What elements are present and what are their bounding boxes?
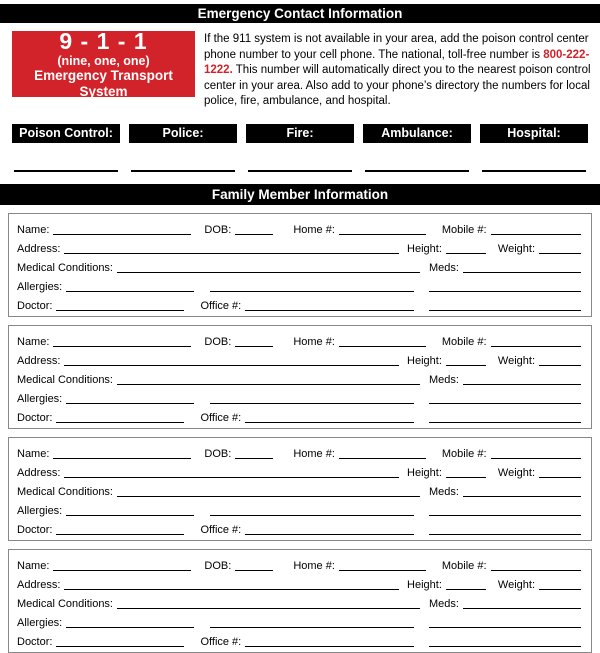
meds-fill-line-2[interactable] <box>429 403 581 404</box>
allergies-row <box>17 275 581 294</box>
medical-conditions-fill-line[interactable] <box>117 608 420 609</box>
intro-section <box>0 23 600 110</box>
meds-fill-line-3[interactable] <box>429 310 581 311</box>
dob-label: DOB: <box>204 335 232 348</box>
doctor-row <box>17 294 581 313</box>
name-fill-line[interactable] <box>53 346 191 347</box>
family-member-card <box>8 213 592 317</box>
home-phone-label: Home #: <box>293 559 335 572</box>
address-label: Address: <box>17 578 61 591</box>
meds-fill-line[interactable] <box>463 608 581 609</box>
dob-fill-line[interactable] <box>235 458 273 459</box>
meds-fill-line[interactable] <box>463 272 581 273</box>
doctor-label: Doctor: <box>17 411 53 424</box>
home-phone-fill-line[interactable] <box>339 234 426 235</box>
fire-label: Fire: <box>246 124 354 143</box>
doctor-fill-line[interactable] <box>56 310 184 311</box>
meds-column <box>429 422 581 425</box>
allergies-fill-line-2[interactable] <box>210 403 414 404</box>
name-row <box>17 330 581 349</box>
medical-conditions-fill-line[interactable] <box>117 272 420 273</box>
meds-column <box>429 646 581 649</box>
home-phone-label: Home #: <box>293 335 335 348</box>
medical-conditions-label: Medical Conditions: <box>17 373 113 386</box>
height-fill-line[interactable] <box>446 589 486 590</box>
doctor-label: Doctor: <box>17 299 53 312</box>
doctor-row <box>17 406 581 425</box>
address-fill-line[interactable] <box>64 589 399 590</box>
family-member-title: Family Member Information <box>211 186 389 202</box>
weight-label: Weight: <box>497 354 535 367</box>
weight-label: Weight: <box>497 578 535 591</box>
meds-column <box>429 515 581 518</box>
name-label: Name: <box>17 335 50 348</box>
meds-label: Meds: <box>429 597 459 610</box>
family-member-card <box>8 437 592 541</box>
allergies-row <box>17 499 581 518</box>
meds-fill-line-2[interactable] <box>429 515 581 516</box>
meds-column <box>429 627 581 630</box>
address-label: Address: <box>17 466 61 479</box>
medical-conditions-label: Medical Conditions: <box>17 485 113 498</box>
name-label: Name: <box>17 447 50 460</box>
mobile-phone-label: Mobile #: <box>441 223 487 236</box>
emergency-contact-title: Emergency Contact Information <box>197 6 403 21</box>
mobile-phone-fill-line[interactable] <box>491 346 581 347</box>
doctor-label: Doctor: <box>17 523 53 536</box>
mobile-phone-label: Mobile #: <box>441 559 487 572</box>
meds-fill-line-2[interactable] <box>429 291 581 292</box>
dob-label: DOB: <box>204 223 232 236</box>
meds-column <box>429 403 581 406</box>
medical-conditions-row <box>17 368 581 387</box>
allergies-label: Allergies: <box>17 280 63 293</box>
office-phone-label: Office #: <box>200 299 242 312</box>
height-label: Height: <box>407 242 442 255</box>
home-phone-fill-line[interactable] <box>339 458 426 459</box>
address-fill-line[interactable] <box>64 253 399 254</box>
allergies-fill-line[interactable] <box>66 627 194 628</box>
allergies-fill-line-2[interactable] <box>210 627 414 628</box>
name-fill-line[interactable] <box>53 570 191 571</box>
family-member-card <box>8 325 592 429</box>
allergies-fill-line-2[interactable] <box>210 515 414 516</box>
allergies-fill-line[interactable] <box>66 515 194 516</box>
allergies-fill-line[interactable] <box>66 403 194 404</box>
dob-fill-line[interactable] <box>235 570 273 571</box>
address-fill-line[interactable] <box>64 477 399 478</box>
dob-label: DOB: <box>204 447 232 460</box>
allergies-fill-line[interactable] <box>66 291 194 292</box>
address-row <box>17 237 581 256</box>
weight-fill-line[interactable] <box>539 477 581 478</box>
doctor-label: Doctor: <box>17 635 53 648</box>
instructions-text-after: This number will automatically direct you to the nearest poison control center in your area. Also add to your phone’s directory the numbers for local police, fire, ambulance, and hospital. <box>204 64 591 107</box>
meds-column <box>429 534 581 537</box>
allergies-fill-line-2[interactable] <box>210 291 414 292</box>
address-fill-line[interactable] <box>64 365 399 366</box>
meds-column <box>429 291 581 294</box>
meds-fill-line-3[interactable] <box>429 422 581 423</box>
meds-fill-line[interactable] <box>463 384 581 385</box>
meds-fill-line[interactable] <box>463 496 581 497</box>
meds-fill-line-3[interactable] <box>429 534 581 535</box>
height-fill-line[interactable] <box>446 365 486 366</box>
medical-conditions-row <box>17 480 581 499</box>
office-phone-fill-line[interactable] <box>245 422 414 423</box>
family-member-cards <box>0 213 600 653</box>
meds-column <box>429 597 581 611</box>
mobile-phone-fill-line[interactable] <box>491 458 581 459</box>
emergency-contact-header <box>0 4 600 23</box>
allergies-label: Allergies: <box>17 504 63 517</box>
allergies-row <box>17 611 581 630</box>
office-phone-fill-line[interactable] <box>245 646 414 647</box>
medical-conditions-fill-line[interactable] <box>117 384 420 385</box>
home-phone-fill-line[interactable] <box>339 346 426 347</box>
911-words: (nine, one, one) <box>57 54 150 68</box>
mobile-phone-fill-line[interactable] <box>491 570 581 571</box>
name-row <box>17 554 581 573</box>
weight-fill-line[interactable] <box>539 589 581 590</box>
dob-fill-line[interactable] <box>235 346 273 347</box>
hospital-label: Hospital: <box>480 124 588 143</box>
medical-conditions-fill-line[interactable] <box>117 496 420 497</box>
doctor-row <box>17 630 581 649</box>
office-phone-fill-line[interactable] <box>245 534 414 535</box>
mobile-phone-label: Mobile #: <box>441 335 487 348</box>
address-row <box>17 349 581 368</box>
911-subtitle: Emergency Transport System <box>34 68 173 99</box>
emergency-contacts-fill-row <box>0 143 600 172</box>
doctor-row <box>17 518 581 537</box>
height-label: Height: <box>407 466 442 479</box>
meds-column <box>429 373 581 387</box>
police-label: Police: <box>129 124 237 143</box>
doctor-fill-line[interactable] <box>56 422 184 423</box>
mobile-phone-label: Mobile #: <box>441 447 487 460</box>
meds-column <box>429 310 581 313</box>
medical-conditions-label: Medical Conditions: <box>17 261 113 274</box>
emergency-911-badge <box>12 28 195 99</box>
poison-control-fill-line[interactable] <box>14 143 118 172</box>
height-fill-line[interactable] <box>446 253 486 254</box>
address-label: Address: <box>17 242 61 255</box>
emergency-contacts-row <box>0 124 600 143</box>
911-number: 9 - 1 - 1 <box>59 28 148 54</box>
name-fill-line[interactable] <box>53 234 191 235</box>
home-phone-label: Home #: <box>293 447 335 460</box>
weight-fill-line[interactable] <box>539 253 581 254</box>
instructions-text-before: If the 911 system is not available in your area, add the poison control center phone number to your cell phone. The national, toll-free number is <box>204 33 589 61</box>
name-label: Name: <box>17 559 50 572</box>
height-label: Height: <box>407 578 442 591</box>
allergies-label: Allergies: <box>17 392 63 405</box>
weight-fill-line[interactable] <box>539 365 581 366</box>
name-row <box>17 218 581 237</box>
address-label: Address: <box>17 354 61 367</box>
home-phone-fill-line[interactable] <box>339 570 426 571</box>
medical-conditions-row <box>17 256 581 275</box>
name-fill-line[interactable] <box>53 458 191 459</box>
doctor-fill-line[interactable] <box>56 534 184 535</box>
office-phone-label: Office #: <box>200 523 242 536</box>
office-phone-fill-line[interactable] <box>245 310 414 311</box>
doctor-fill-line[interactable] <box>56 646 184 647</box>
poison-control-label: Poison Control: <box>12 124 120 143</box>
dob-fill-line[interactable] <box>235 234 273 235</box>
office-phone-label: Office #: <box>200 411 242 424</box>
name-label: Name: <box>17 223 50 236</box>
height-label: Height: <box>407 354 442 367</box>
fire-fill-line[interactable] <box>248 143 352 172</box>
police-fill-line[interactable] <box>131 143 235 172</box>
family-member-header <box>0 184 600 205</box>
meds-label: Meds: <box>429 261 459 274</box>
poison-control-phone-number: 800-222-1222. <box>204 48 590 76</box>
allergies-label: Allergies: <box>17 616 63 629</box>
meds-label: Meds: <box>429 485 459 498</box>
address-row <box>17 573 581 592</box>
meds-column <box>429 261 581 275</box>
height-fill-line[interactable] <box>446 477 486 478</box>
mobile-phone-fill-line[interactable] <box>491 234 581 235</box>
office-phone-label: Office #: <box>200 635 242 648</box>
ambulance-fill-line[interactable] <box>365 143 469 172</box>
meds-fill-line-2[interactable] <box>429 627 581 628</box>
ambulance-label: Ambulance: <box>363 124 471 143</box>
name-row <box>17 442 581 461</box>
dob-label: DOB: <box>204 559 232 572</box>
weight-label: Weight: <box>497 242 535 255</box>
meds-label: Meds: <box>429 373 459 386</box>
allergies-row <box>17 387 581 406</box>
family-member-card <box>8 549 592 653</box>
hospital-fill-line[interactable] <box>482 143 586 172</box>
medical-conditions-row <box>17 592 581 611</box>
meds-column <box>429 485 581 499</box>
poison-control-instructions <box>204 31 595 110</box>
medical-conditions-label: Medical Conditions: <box>17 597 113 610</box>
home-phone-label: Home #: <box>293 223 335 236</box>
address-row <box>17 461 581 480</box>
meds-fill-line-3[interactable] <box>429 646 581 647</box>
weight-label: Weight: <box>497 466 535 479</box>
